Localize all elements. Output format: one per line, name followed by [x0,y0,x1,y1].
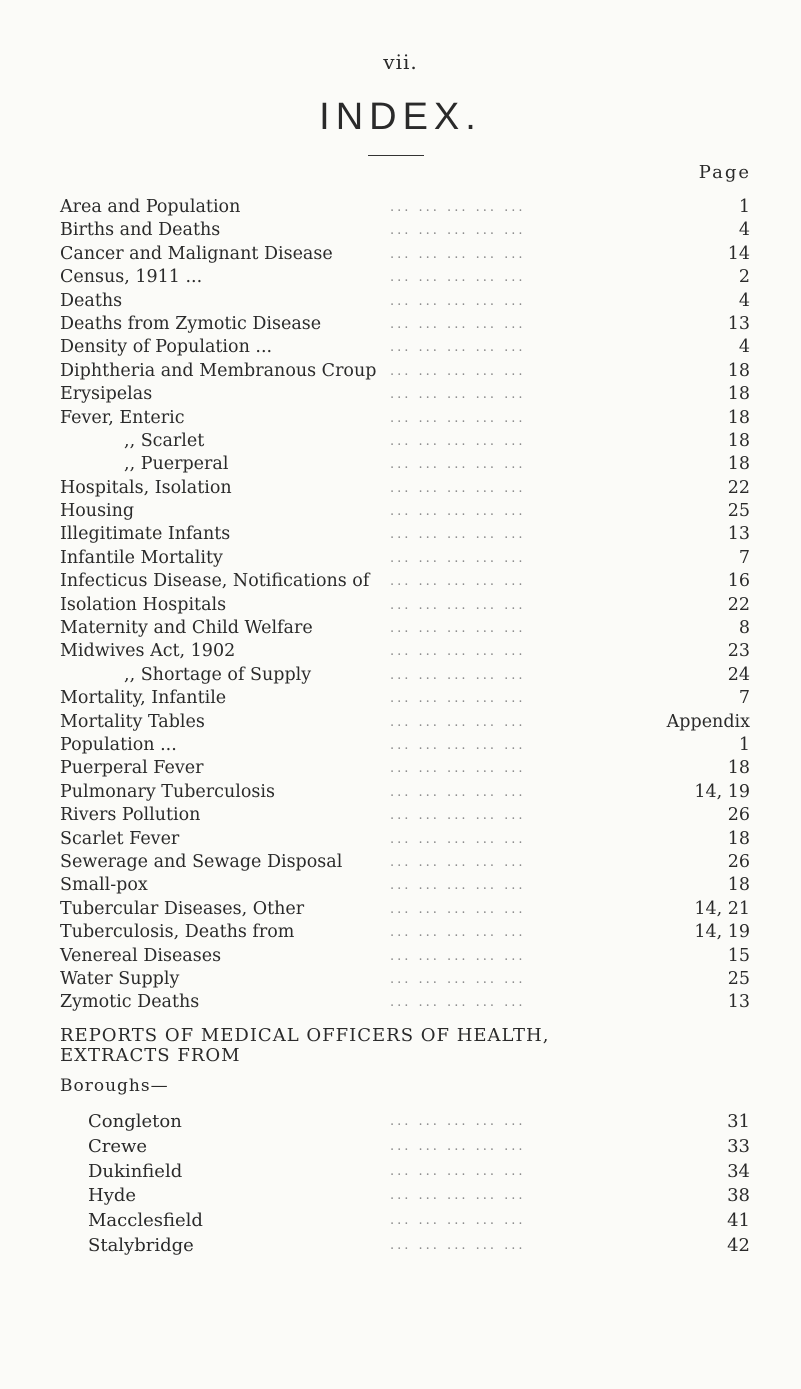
borough-entry-page: 42 [727,1234,750,1256]
index-entry [60,336,750,359]
index-entry-page: 1 [738,734,750,755]
index-entry-page: 15 [727,945,750,966]
index-entry-label: Small-pox [60,875,148,896]
index-entry [60,617,750,640]
index-entry-page: Appendix [666,711,750,732]
index-entry-label: Midwives Act, 1902 [60,641,236,662]
index-entry-page: 13 [727,992,750,1013]
index-entry-label: Illegitimate Infants [60,524,231,545]
index-entry [60,243,750,266]
index-entry [60,290,750,313]
borough-entry [60,1209,750,1234]
index-entry-page: 25 [727,501,750,522]
index-entry [60,711,750,734]
index-entry-label: Mortality, Infantile [60,688,227,709]
borough-entry-label: Stalybridge [88,1234,194,1256]
leader-dots: ... ... ... ... ... [390,761,526,777]
index-entry-page: 22 [727,477,750,498]
index-entry-page: 13 [727,313,750,334]
index-entry-page: 16 [727,571,750,592]
leader-dots: ... ... ... ... ... [390,714,526,730]
index-entry-label: Hospitals, Isolation [60,477,232,498]
index-entry-page: 18 [727,454,750,475]
index-entry [60,219,750,242]
leader-dots: ... ... ... ... ... [390,340,526,356]
index-entry-page: 18 [727,430,750,451]
borough-entry-label: Congleton [88,1111,182,1132]
borough-entry [60,1234,750,1259]
index-entry-page: 8 [738,618,750,639]
index-entry-page: 22 [727,594,750,615]
leader-dots: ... ... ... ... ... [390,480,526,496]
leader-dots: ... ... ... ... ... [390,223,526,239]
index-entry-label: ,, Scarlet [124,430,205,451]
index-entry-page: 18 [727,384,750,405]
index-entry [60,594,750,617]
title-divider [368,155,424,156]
index-entry-page: 2 [738,267,750,288]
index-entry-label: Deaths from Zymotic Disease [60,313,322,334]
index-entry-page: 26 [727,805,750,826]
section-heading [60,1026,750,1066]
index-entry-page: 4 [738,220,750,241]
index-entry-page: 7 [738,547,750,568]
leader-dots: ... ... ... ... ... [390,363,526,379]
leader-dots: ... ... ... ... ... [390,901,526,917]
page-number: vii. [383,50,418,74]
index-entry-label: Infecticus Disease, Notifications of [60,571,370,592]
leader-dots: ... ... ... ... ... [390,878,526,894]
leader-dots: ... ... ... ... ... [390,784,526,800]
borough-entry [60,1135,750,1160]
index-entry-label: Puerperal Fever [60,758,204,779]
leader-dots: ... ... ... ... ... [390,971,526,987]
leader-dots: ... ... ... ... ... [390,246,526,262]
index-entry [60,991,750,1014]
index-entry-label: Venereal Diseases [60,945,222,966]
leader-dots: ... ... ... ... ... [390,527,526,543]
boroughs-heading: Boroughs— [60,1076,169,1096]
index-entry-label: Erysipelas [60,384,153,405]
leader-dots: ... ... ... ... ... [390,1163,526,1179]
index-entry-label: Births and Deaths [60,220,221,241]
index-entry-page: 14, 19 [694,781,750,802]
index-entry-page: 13 [727,524,750,545]
index-entry [60,523,750,546]
index-entry-label: Tuberculosis, Deaths from [60,922,295,943]
index-entry-page: 14, 21 [694,898,750,919]
index-entry [60,687,750,710]
index-entry [60,757,750,780]
index-entry [60,477,750,500]
borough-entry-label: Crewe [88,1135,148,1157]
leader-dots: ... ... ... ... ... [390,316,526,332]
index-entries [60,196,750,1015]
leader-dots: ... ... ... ... ... [390,854,526,870]
borough-entry-label: Hyde [88,1185,137,1207]
leader-dots: ... ... ... ... ... [390,597,526,613]
index-entry-label: Fever, Enteric [60,407,185,428]
leader-dots: ... ... ... ... ... [390,1213,526,1229]
index-entry [60,898,750,921]
index-entry [60,547,750,570]
leader-dots: ... ... ... ... ... [390,1237,526,1253]
leader-dots: ... ... ... ... ... [390,691,526,707]
index-entry [60,851,750,874]
borough-entry-page: 41 [727,1210,750,1232]
leader-dots: ... ... ... ... ... [390,1138,526,1154]
leader-dots: ... ... ... ... ... [390,737,526,753]
leader-dots: ... ... ... ... ... [390,270,526,286]
index-entry-page: 24 [727,664,750,685]
index-entry-label: Mortality Tables [60,711,205,732]
page-column-header: Page [698,162,751,183]
index-entry-label: Population ... [60,734,177,755]
borough-entry-page: 34 [727,1160,750,1182]
index-entry [60,500,750,523]
borough-entry [60,1184,750,1209]
index-entry-page: 4 [738,290,750,311]
index-entry-page: 18 [727,875,750,896]
leader-dots: ... ... ... ... ... [390,293,526,309]
leader-dots: ... ... ... ... ... [390,410,526,426]
leader-dots: ... ... ... ... ... [390,925,526,941]
index-entry [60,828,750,851]
index-entry-page: 23 [727,641,750,662]
index-entry-label: Isolation Hospitals [60,594,227,615]
index-entry [60,921,750,944]
index-entry [60,804,750,827]
index-entry [60,968,750,991]
index-entry [60,664,750,687]
leader-dots: ... ... ... ... ... [390,200,526,215]
index-entry-label: Tubercular Diseases, Other [60,898,305,919]
index-entry-label: Rivers Pollution [60,805,201,826]
leader-dots: ... ... ... ... ... [390,387,526,403]
leader-dots: ... ... ... ... ... [390,1114,526,1129]
borough-entry [60,1110,750,1135]
index-entry [60,570,750,593]
section-heading-line1: REPORTS OF MEDICAL OFFICERS OF HEALTH, [60,1025,550,1046]
leader-dots: ... ... ... ... ... [390,550,526,566]
borough-entry-label: Macclesfield [88,1210,203,1232]
borough-entry-label: Dukinfield [88,1160,183,1182]
index-entry [60,781,750,804]
leader-dots: ... ... ... ... ... [390,644,526,660]
index-entry-label: ,, Puerperal [124,454,229,475]
index-entry-label: Pulmonary Tuberculosis [60,781,275,802]
index-entry-label: Infantile Mortality [60,547,223,568]
index-entry-label: Zymotic Deaths [60,992,200,1013]
leader-dots: ... ... ... ... ... [390,948,526,964]
index-entry [60,453,750,476]
leader-dots: ... ... ... ... ... [390,1188,526,1204]
index-entry-label: Diphtheria and Membranous Croup [60,360,377,381]
leader-dots: ... ... ... ... ... [390,831,526,847]
index-entry-page: 7 [738,688,750,709]
index-entry-label: ,, Shortage of Supply [124,664,312,685]
leader-dots: ... ... ... ... ... [390,433,526,449]
leader-dots: ... ... ... ... ... [390,995,526,1011]
index-entry-label: Census, 1911 ... [60,267,203,288]
index-entry-label: Density of Population ... [60,337,273,358]
borough-entry-page: 33 [727,1135,750,1157]
index-entry-page: 1 [738,197,750,217]
index-entry-label: Housing [60,501,135,522]
index-entry [60,383,750,406]
leader-dots: ... ... ... ... ... [390,808,526,824]
index-entry-page: 25 [727,968,750,989]
index-entry-label: Cancer and Malignant Disease [60,243,333,264]
borough-entry-page: 38 [727,1185,750,1207]
index-entry [60,734,750,757]
index-entry [60,196,750,219]
index-entry [60,945,750,968]
index-entry-label: Area and Population [60,197,241,217]
index-entry [60,407,750,430]
index-entry-page: 14 [727,243,750,264]
leader-dots: ... ... ... ... ... [390,504,526,520]
index-entry-page: 4 [738,337,750,358]
index-entry-page: 18 [727,828,750,849]
index-entry-page: 18 [727,360,750,381]
borough-entries [60,1110,750,1259]
leader-dots: ... ... ... ... ... [390,621,526,637]
index-entry [60,874,750,897]
leader-dots: ... ... ... ... ... [390,574,526,590]
index-entry [60,360,750,383]
index-entry [60,266,750,289]
index-entry-label: Maternity and Child Welfare [60,618,313,639]
index-entry [60,430,750,453]
leader-dots: ... ... ... ... ... [390,457,526,473]
section-heading-line2: EXTRACTS FROM [60,1045,241,1066]
index-entry [60,640,750,663]
index-entry-label: Sewerage and Sewage Disposal [60,851,343,872]
index-entry-page: 26 [727,851,750,872]
index-entry-label: Deaths [60,290,123,311]
index-entry-label: Scarlet Fever [60,828,180,849]
page-title: INDEX. [319,96,482,138]
borough-entry-page: 31 [727,1111,750,1132]
index-entry-page: 14, 19 [694,922,750,943]
borough-entry [60,1160,750,1185]
index-entry-label: Water Supply [60,968,180,989]
index-entry [60,313,750,336]
leader-dots: ... ... ... ... ... [390,667,526,683]
index-entry-page: 18 [727,758,750,779]
index-entry-page: 18 [727,407,750,428]
